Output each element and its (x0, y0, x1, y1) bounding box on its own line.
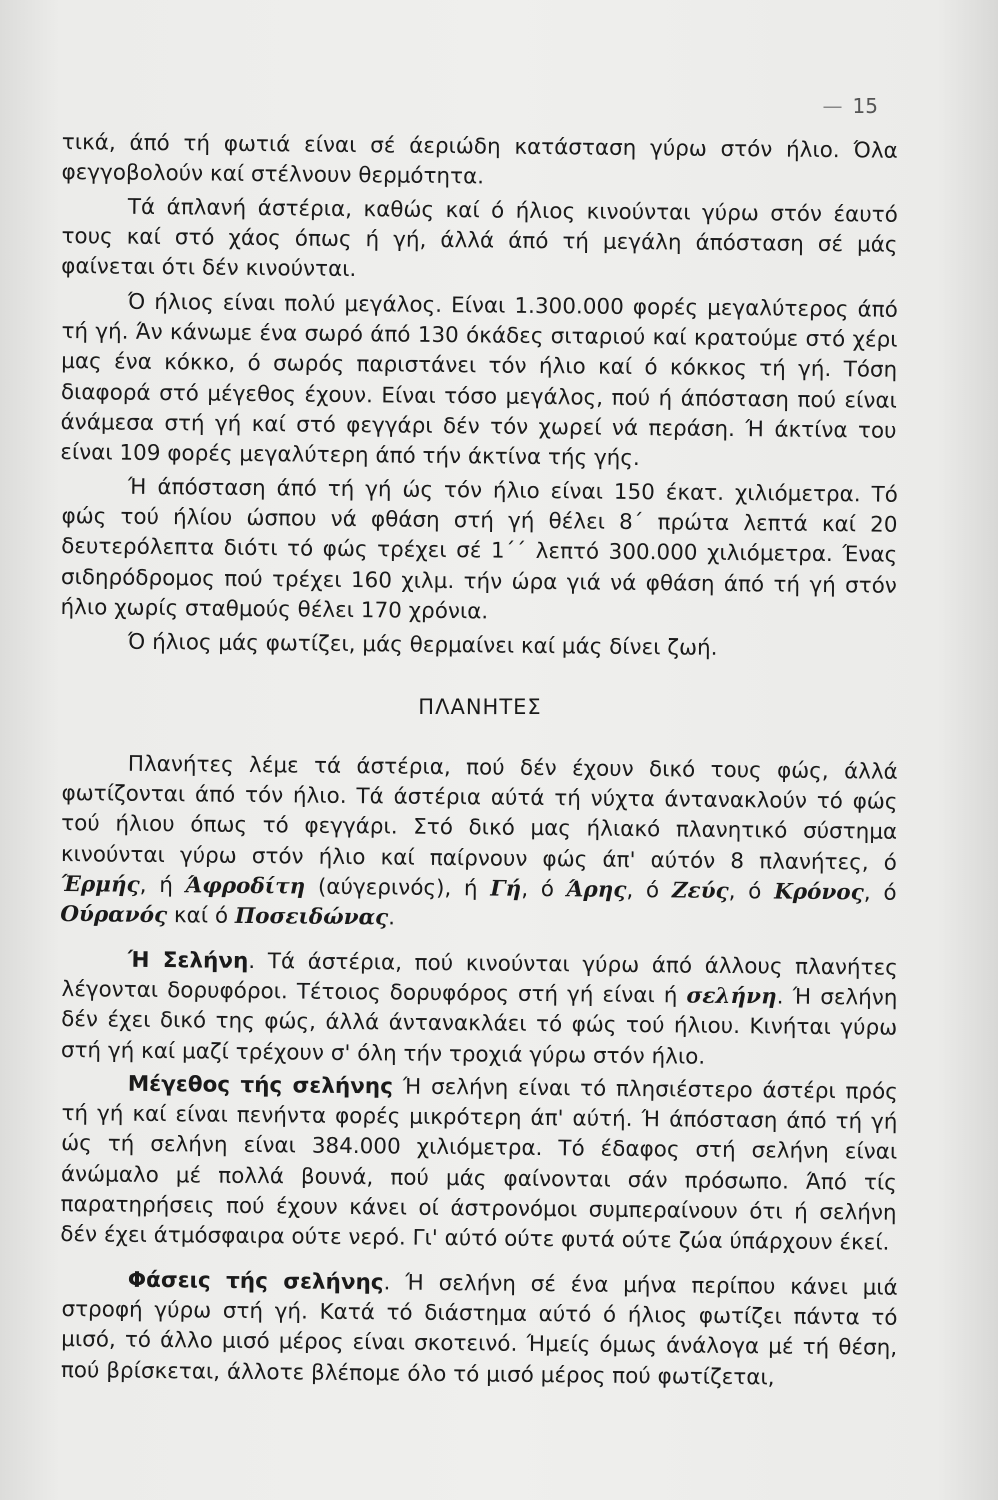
moon-text-a: . Τά άστέρια, πού κινούνται γύρω άπό άλλους πλανήτες λέγονται δορυφόροι. Τέτοιος δορυφόρος στή γή είναι ή (61, 948, 898, 1009)
separator: , ή (139, 873, 186, 899)
planet-hermes: Έρμής (60, 872, 140, 899)
separator: , ό (626, 878, 673, 904)
page-number-value: 15 (852, 94, 878, 118)
paragraph-sun-distance: Ή άπόσταση άπό τή γή ώς τόν ήλιο είναι 150 έκατ. χιλιόμετρα. Τό φώς τού ήλίου ώσπου νά φθάση στή γή θέλει 8΄ πρώτα λεπτά καί 20 δευτερόλεπτα διότι τό φώς τρέχει σέ 1΄΄ λεπτό 300.000 χιλιόμετρα. Ένας σιδηρόδρομος πού τρέχει 160 χιλμ. τήν ώρα γιά νά φθάση άπό τή γή στόν ήλιο χωρίς σταθμούς θέλει 170 χρόνια. (60, 474, 898, 625)
page-content (60, 128, 898, 1390)
section-title: ΠΛΑΝΗΤΕΣ (418, 695, 542, 720)
moon-size-text: Ή σελήνη είναι τό πλησιέστερο άστέρι πρός τή γή καί είναι πενήντα φορές μικρότερη άπ' αύτή. Ή άπόσταση άπό τή γή ώς τή σελήνη είναι 384.000 χιλιόμετρα. Τό έδαφος στή σελήνη είναι άνώμαλο μέ πολλά βουνά, πού μάς φαίνονται σάν πρόσωπο. Άπό τίς παρατηρήσεις πού έχουν κάνει οί άστρονόμοι συμπεραίνουν ότι ή σελήνη δέν έχει άτμόσφαιρα ούτε νερό. Γι' αύτό ούτε φυτά ούτε ζώα ύπάρχουν έκεί. (60, 1074, 898, 1257)
planet-ge: Γή (490, 876, 522, 903)
planet-ares: Άρης (566, 877, 627, 904)
paragraph-moon-size (60, 1069, 898, 1259)
separator: , ό (521, 877, 567, 903)
paragraph-continuation: τικά, άπό τή φωτιά είναι σέ άεριώδη κατάσταση γύρω στόν ήλιο. Όλα φεγγοβολούν καί στέλνουν θερμότητα. (61, 129, 898, 190)
moon-phases-text: . Ή σελήνη σέ ένα μήνα περίπου κάνει μιά στροφή γύρω στή γή. Κατά τό διάστημα αύτό ό ήλιος φωτίζει πάντα τό μισό, τό άλλο μισό μέρος είναι σκοτεινό. Ήμείς όμως άνάλογα μέ τή θέση, πού βρίσκεται, άλλοτε βλέπομε όλο τό μισό μέρος πού φωτίζεται, (60, 1270, 898, 1390)
aphrodite-note: (αύγερινός), ή (305, 874, 491, 902)
paragraph-moon (61, 945, 898, 1075)
separator: , ό (728, 879, 775, 905)
planets-intro: Πλανήτες λέμε τά άστέρια, πού δέν έχουν δικό τους φώς, άλλά φωτίζονται άπό τόν ήλιο. Τά άστέρια αύτά τή νύχτα άντανακλούν τό φώς τού ήλιου όπως τό φεγγάρι. Στό δικό μας ήλιακό πλανητικό σύστημα κινούνται γύρω στόν ήλιο καί παίρνουν φώς άπ' αύτόν 8 πλανήτες, ό (60, 752, 898, 876)
page-number (823, 94, 878, 118)
moon-size-heading: Μέγεθος τής σελήνης (127, 1072, 394, 1100)
separator: . (388, 905, 396, 931)
planet-zeus: Ζεύς (671, 878, 729, 905)
paragraph-sun-size: Ό ήλιος είναι πολύ μεγάλος. Είναι 1.300.000 φορές μεγαλύτερος άπό τή γή. Άν κάνωμε ένα σωρό άπό 130 όκάδες σιταριού καί κρατούμε στό χέρι μας ένα κόκκο, ό σωρός παριστάνει τόν ήλιο καί ό κόκκος τή γή. Τόση διαφορά στό μέγεθος έχουν. Είναι τόσο μεγάλος, πού ή άπόσταση πού είναι άνάμεσα στή γή καί στό φεγγάρι δέν τόν χωρεί νά περάση. Ή άκτίνα του είναι 109 φορές μεγαλύτερη άπό τήν άκτίνα τής γής. (60, 289, 898, 472)
paragraph-planets (60, 749, 898, 939)
paragraph-sun-life: Ό ήλιος μάς φωτίζει, μάς θερμαίνει καί μάς δίνει ζωή. (127, 629, 718, 662)
separator: καί ό (166, 903, 236, 930)
planet-kronos: Κρόνος (774, 879, 864, 906)
moon-selene: σελήνη (686, 983, 777, 1010)
paragraph-moon-phases (61, 1265, 898, 1395)
moon-text-b: . Ή σελήνη δέν έχει δικό της φώς, άλλά άντανακλάει τό φώς τού ήλιου. Κινήται γύρω στή γή καί μαζί τρέχουν σ' όλη τήν τροχιά γύρω στόν ήλιο. (60, 984, 898, 1070)
moon-heading: Ή Σελήνη (127, 947, 249, 974)
moon-phases-heading: Φάσεις τής σελήνης (127, 1267, 384, 1296)
planet-poseidon: Ποσειδώνας (234, 904, 389, 931)
planet-ouranos: Ούρανός (60, 902, 168, 929)
separator: , ό (863, 880, 897, 907)
page-number-dash: — (822, 94, 843, 118)
paragraph-fixed-stars: Τά άπλανή άστέρια, καθώς καί ό ήλιος κινούνται γύρω στόν έαυτό τους καί στό χάος όπως ή γή, άλλά άπό τή μεγάλη άπόσταση σέ μάς φαίνεται ότι δέν κινούνται. (61, 195, 898, 283)
planet-aphrodite: Άφροδίτη (185, 873, 306, 900)
